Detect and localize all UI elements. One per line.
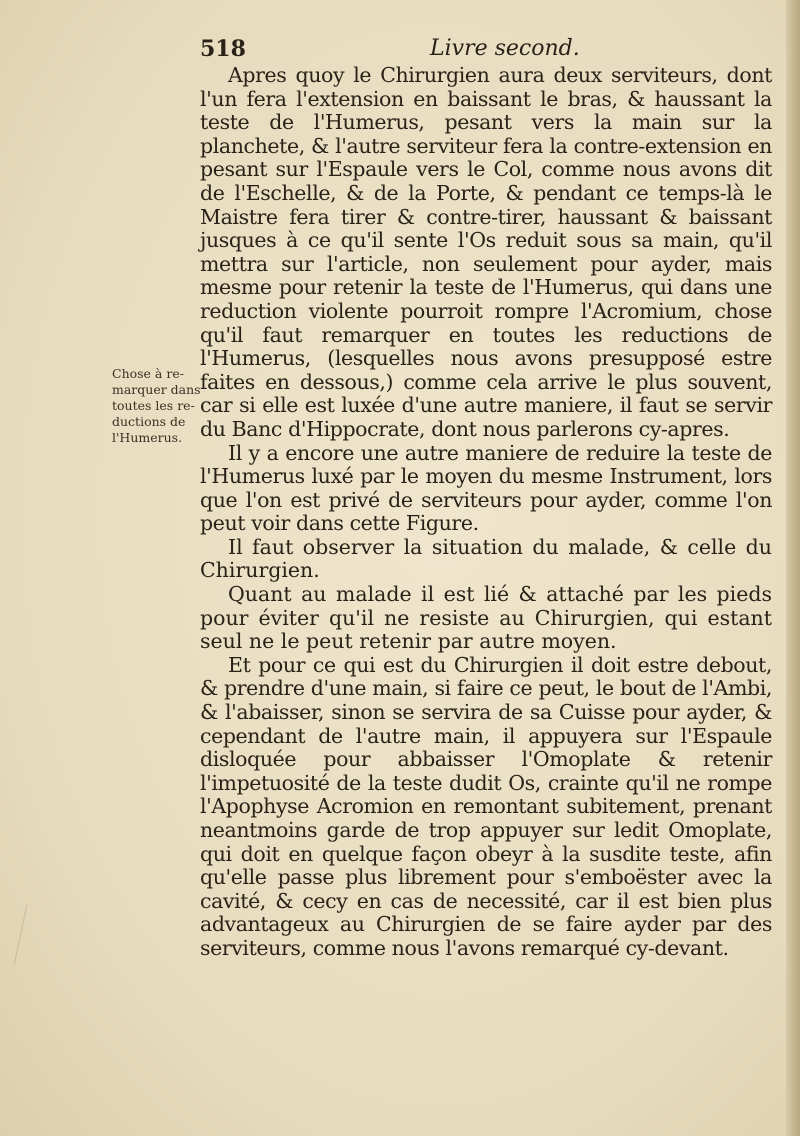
- margin-note-line: Chose à re-: [112, 366, 184, 381]
- body-text: [200, 64, 772, 961]
- paragraph-3: Il faut observer la situation du malade, & celle du Chirurgien.: [200, 534, 772, 583]
- margin-note: [112, 366, 201, 446]
- paper-stain: [14, 905, 58, 965]
- paragraph-4: Quant au malade il est lié & attaché par les pieds pour éviter qu'il ne resiste au Chirurgien, qui estant seul ne le peut retenir par autre moyen.: [200, 582, 772, 654]
- margin-note-line: ductions de: [112, 414, 186, 429]
- margin-note-line: l'Humerus.: [112, 430, 183, 445]
- paragraph-1: Apres quoy le Chirurgien aura deux serviteurs, dont l'un fera l'extension en baissant le bras, & haussant la teste de l'Humerus, pesant vers la main sur la planchete, & l'autre serviteur fera la contre-extension en pesant sur l'Espaule vers le Col, comme nous avons dit de l'Eschelle, & de la Porte, & pendant ce temps-là le Maistre fera tirer & contre-tirer, haussant & baissant jusques à ce qu'il sente l'Os reduit sous sa main, qu'il mettra sur l'article, non seulement pour ayder, mais mesme pour retenir la teste de l'Humerus, qui dans une reduction violente pourroit rompre l'Acromium, chose qu'il faut remarquer en toutes les reductions de l'Humerus, (lesquelles nous avons presupposé estre faites en dessous,) comme cela arrive le plus souvent, car si elle est luxée d'une autre maniere, il faut se servir du Banc d'Hippocrate, dont nous parlerons cy-apres.: [200, 63, 772, 441]
- margin-note-line: toutes les re-: [112, 398, 195, 413]
- margin-note-line: marquer dans: [112, 382, 201, 397]
- paragraph-2: Il y a encore une autre maniere de reduire la teste de l'Humerus luxé par le moyen du mesme Instrument, lors que l'on est privé de serviteurs pour ayder, comme l'on peut voir dans cette Figure.: [200, 440, 772, 536]
- page-spine-shadow: [786, 0, 800, 1136]
- paragraph-5: Et pour ce qui est du Chirurgien il doit estre debout, & prendre d'une main, si faire ce peut, le bout de l'Ambi, & l'abaisser, sinon se servira de sa Cuisse pour ayder, & cependant de l'autre main, il appuyera sur l'Espaule disloquée pour abbaisser l'Omoplate & retenir l'impetuosité de la teste dudit Os, crainte qu'il ne rompe l'Apophyse Acromion en remontant subitement, prenant neantmoins garde de trop appuyer sur ledit Omoplate, qui doit en quelque façon obeyr à la susdite teste, afin qu'elle passe plus librement pour s'emboëster avec la cavité, & cecy en cas de necessité, car il est bien plus advantageux au Chirurgien de se faire ayder par des serviteurs, comme nous l'avons remarqué cy-devant.: [200, 652, 772, 960]
- page-number: 518: [200, 36, 246, 62]
- running-title: Livre second.: [430, 36, 580, 61]
